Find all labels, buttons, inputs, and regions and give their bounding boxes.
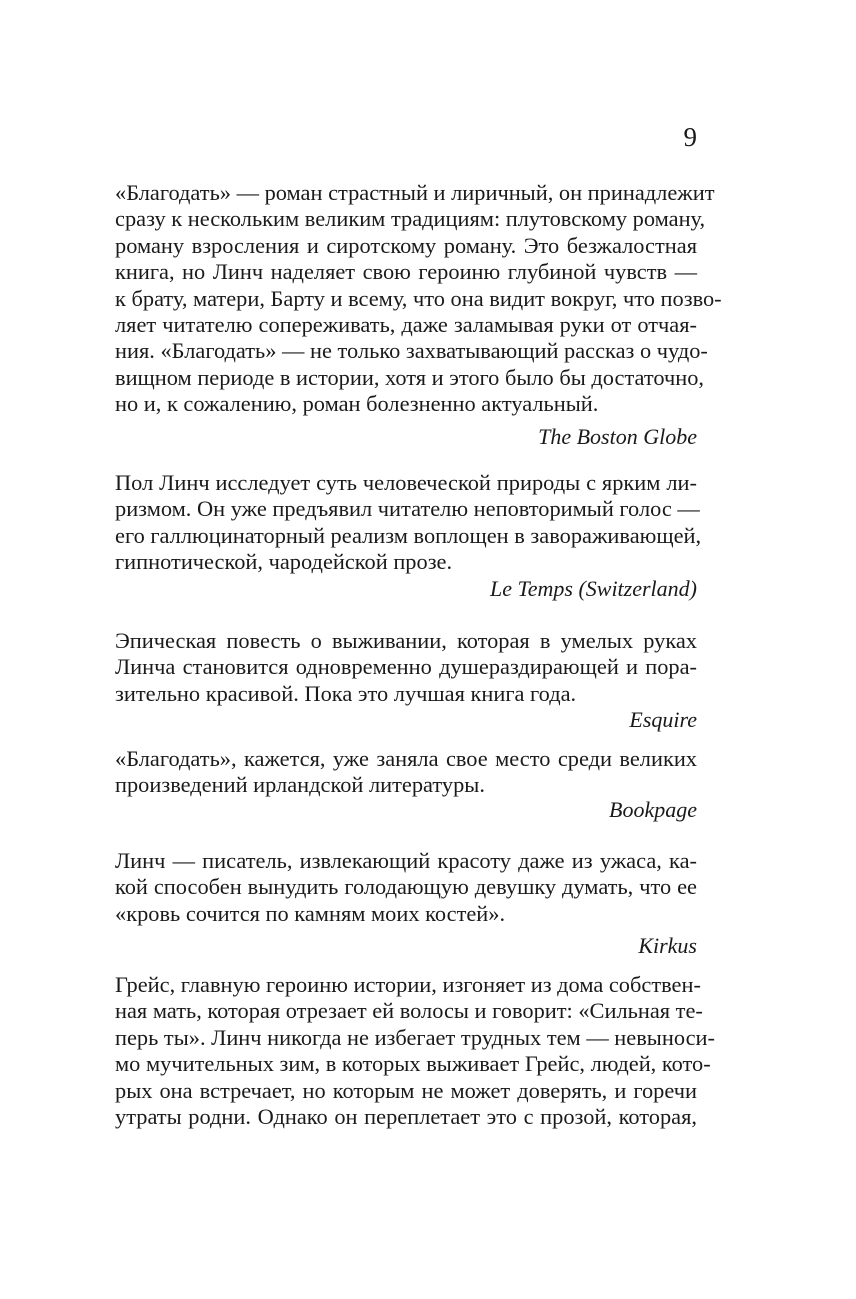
- review-block: [115, 972, 715, 1130]
- review-source: The Boston Globe: [538, 423, 697, 449]
- review-line: перь ты». Линч никогда не избегает трудных тем — невыноси-: [115, 1024, 715, 1050]
- review-line: ная мать, которая отрезает ей волосы и говорит: «Сильная те-: [115, 998, 703, 1024]
- review-line: кой способен вынудить голодающую девушку думать, что ее: [115, 874, 697, 900]
- review-block: [115, 180, 722, 450]
- review-line: ния. «Благодать» — не только захватывающий рассказ о чудо-: [115, 338, 708, 364]
- review-line: утраты родни. Однако он переплетает это с прозой, которая,: [115, 1103, 697, 1129]
- review-line: Эпическая повесть о выживании, которая в умелых руках: [115, 628, 697, 653]
- review-line: но и, к сожалению, роман болезненно актуальный.: [115, 391, 599, 417]
- review-line: Линч — писатель, извлекающий красоту даже из ужаса, ка-: [115, 848, 697, 873]
- page-number: 9: [683, 122, 697, 152]
- review-line: «Благодать», кажется, уже заняла свое место среди великих: [115, 746, 697, 771]
- review-line: ризмом. Он уже предъявил читателю неповторимый голос —: [115, 496, 700, 522]
- review-line: мо мучительных зим, в которых выживает Грейс, людей, кото-: [115, 1051, 711, 1077]
- review-line: рых она встречает, но которым не может доверять, и горечи: [115, 1077, 697, 1103]
- review-line: «Благодать» — роман страстный и лиричный, он принадлежит: [115, 180, 715, 205]
- review-line: Пол Линч исследует суть человеческой природы с ярким ли-: [115, 470, 697, 495]
- review-line: ляет читателю сопереживать, даже заламывая руки от отчая-: [115, 311, 697, 337]
- review-line: книга, но Линч наделяет свою героиню глубиной чувств —: [115, 259, 697, 285]
- review-source: Kirkus: [638, 933, 697, 959]
- review-line: к брату, матери, Барту и всему, что она видит вокруг, что позво-: [115, 285, 722, 311]
- review-line: вищном периоде в истории, хотя и этого было бы достаточно,: [115, 364, 705, 390]
- review-source: Le Temps (Switzerland): [490, 575, 697, 601]
- review-line: сразу к нескольким великим традициям: плутовскому роману,: [115, 206, 706, 232]
- review-line: произведений ирландской литературы.: [115, 772, 485, 798]
- review-line: его галлюцинаторный реализм воплощен в завораживающей,: [115, 522, 702, 548]
- review-source: Bookpage: [609, 796, 697, 822]
- review-line: гипнотической, чародейской прозе.: [115, 549, 453, 575]
- review-line: зительно красивой. Пока это лучшая книга года.: [115, 680, 577, 706]
- review-block: [115, 746, 697, 823]
- review-line: «кровь сочится по камням моих костей».: [115, 900, 506, 926]
- review-block: [115, 628, 697, 733]
- review-source: Esquire: [629, 707, 697, 733]
- review-block: [115, 470, 702, 602]
- review-line: Линча становится одновременно душераздирающей и пора-: [115, 654, 697, 680]
- review-line: роману взросления и сиротскому роману. Это безжалостная: [115, 232, 697, 258]
- review-line: Грейс, главную героиню истории, изгоняет из дома собствен-: [115, 972, 701, 997]
- review-block: [115, 848, 697, 959]
